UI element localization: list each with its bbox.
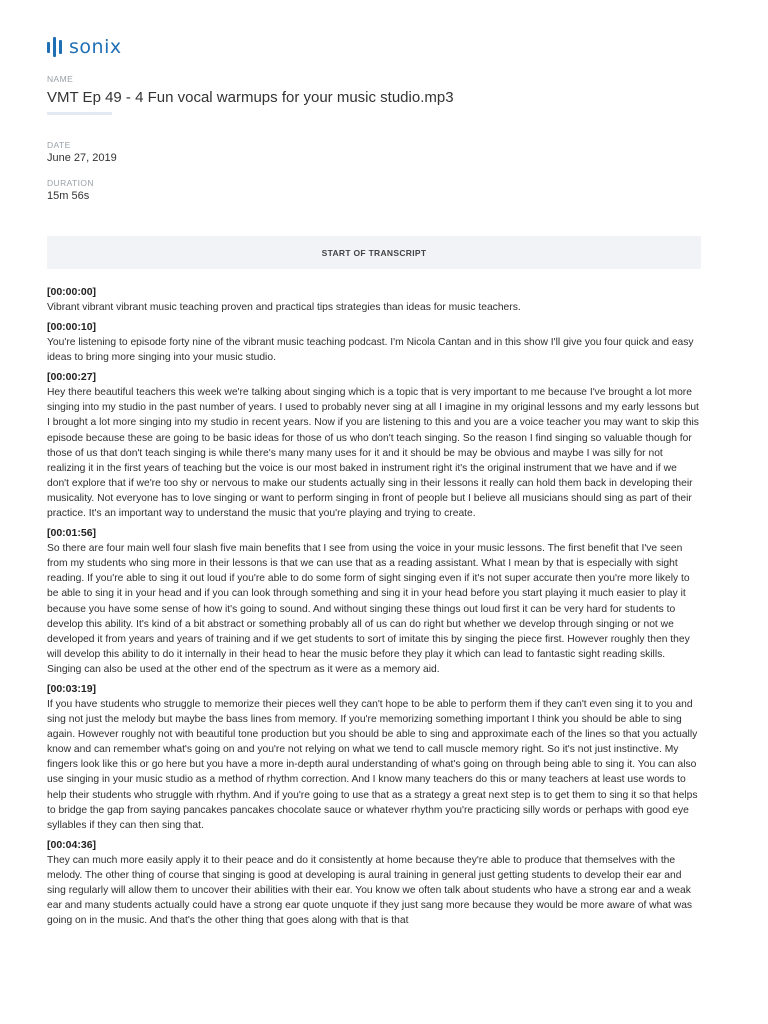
sound-bars-icon <box>47 37 62 57</box>
segment-text: They can much more easily apply it to their peace and do it consistently at home because they're able to produce that themselves with the melody. The other thing of course that singing is good at developing is aural training in general just getting students to develop their ear and sing regularly will allow them to uncover their abilities with their ear. You know we often talk about students who have a strong ear and a weak ear and many students actually could have a strong ear quote unquote if they just sang more because they would be more aware of what was going on in the music. And that's the other thing that goes along with that is that <box>47 854 693 927</box>
transcript-segment <box>47 682 701 833</box>
transcript-segment <box>47 320 701 365</box>
transcript-segment <box>47 838 701 928</box>
duration-value: 15m 56s <box>47 190 90 202</box>
name-label: NAME <box>47 74 74 84</box>
timestamp: [00:00:00] <box>47 286 97 298</box>
timestamp: [00:01:56] <box>47 527 97 540</box>
segment-text: If you have students who struggle to memorize their pieces well they can't hope to be able to perform them if they can't even sing it to you and sing not just the melody but maybe the bass lines from memory. If you're memorizing something important I think you should be able to sing again. However roughly not with beautiful tone production but you should be able to sing and approximate each of the lines so that you actually know and can remember what's going on and you're not relying on what we tend to call muscle memory right. So it's not just instinctive. My fingers look like this or go here but you have a more in-depth aural understanding of what's going on through being able to sing it. You can also use singing in your music studio as a method of rhythm correction. And I know many teachers do this or many teachers at least use words to help their students who struggle with rhythm. And if you're going to use that as a strategy a great next step is to get them to sing it so that helps to bridge the gap from saying pancakes pancakes chocolate sauce or whatever rhythm you're practicing silly words or perhaps with good eye syllables if they can then sing that. <box>47 698 698 831</box>
segment-text: Vibrant vibrant vibrant music teaching proven and practical tips strategies than ideas for music teachers. <box>47 302 521 313</box>
timestamp: [00:04:36] <box>47 838 97 851</box>
file-name: VMT Ep 49 - 4 Fun vocal warmups for your music studio.mp3 <box>47 89 454 106</box>
segment-text: You're listening to episode forty nine of the vibrant music teaching podcast. I'm Nicola Cantan and in this show I'll give you four quick and easy ideas to bring more singing into your music studio. <box>47 337 694 364</box>
transcript-segment <box>47 285 701 315</box>
logo-text: sonix <box>69 36 122 58</box>
name-divider <box>47 112 112 115</box>
date-value: June 27, 2019 <box>47 152 117 164</box>
sonix-logo[interactable] <box>47 36 122 58</box>
segment-text: So there are four main well four slash five main benefits that I see from using the voice in your music lessons. The first benefit that I've seen from my students who sing more in their lessons is that we can use that as a reading assistant. What I mean by that is especially with sight reading. If you're able to sing it out loud if you're able to do some form of sight singing even if it's not super accurate then you're more likely to be able to sing it in your head and if you can look through something and sing it in your head before you start playing it much easier to play it because you have some sense of how it's going to sound. And without singing these things out loud first it can be very hard for students to develop this ability. It's kind of a bit abstract or something probably all of us can do right but whether we develop through singing or not we developed it from years and years of training and if we get students to sort of imitate this by singing the piece first. However roughly then they will develop this ability to do it internally in their head to hear the music before they play it which can lead to fantastic sight reading skills. Singing can also be used at the other end of the spectrum as it were as a memory aid. <box>47 543 690 675</box>
start-of-transcript-banner: START OF TRANSCRIPT <box>47 236 701 269</box>
timestamp: [00:03:19] <box>47 682 97 695</box>
duration-label: DURATION <box>47 178 94 188</box>
timestamp: [00:00:10] <box>47 321 97 334</box>
transcript-segment <box>47 370 701 521</box>
segment-text: Hey there beautiful teachers this week we're talking about singing which is a topic that is very important to me because I've brought a lot more singing into my studio in the past number of years. I used to probably never sing at all I imagine in my original lessons and my early lessons but I brought a lot more singing into my studio in recent years. Now if you are listening to this and you are a voice teacher you may want to skip this episode because these are going to be basic ideas for those of us who don't teach singing. So the reason I find singing so valuable though for those of us that don't teach singing is while there's many many uses for it and it should be may be obvious and maybe I was silly for not realizing it in the first years of teaching but the voice is our most baked in instrument right it's the original instrument that we have and if we don't explore that if we're too shy or nervous to make our students actually sing in their lessons it really can hold them back in developing their musicality. Not everyone has to love singing or want to perform singing in front of people but I believe all musicians should sing as part of their practice. It's an important way to understand the music that you're playing and trying to create. <box>47 387 699 520</box>
transcript-segment <box>47 526 701 677</box>
transcript-body <box>47 285 701 933</box>
date-label: DATE <box>47 140 71 150</box>
timestamp: [00:00:27] <box>47 371 97 384</box>
